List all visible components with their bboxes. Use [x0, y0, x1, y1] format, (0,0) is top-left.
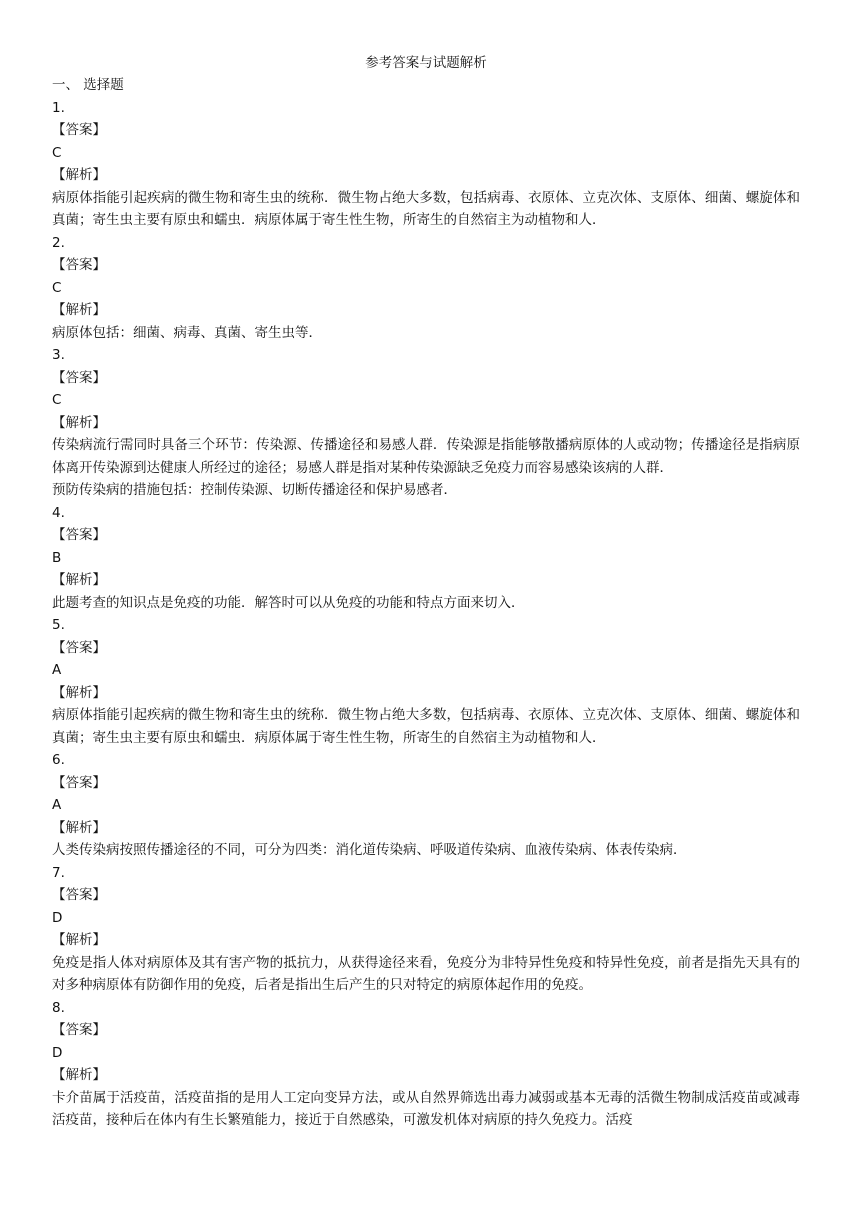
answer-label: 【答案】	[52, 887, 106, 903]
question-number: 3.	[52, 347, 65, 363]
analysis-label: 【解析】	[52, 302, 106, 318]
analysis-text: 病原体指能引起疾病的微生物和寄生虫的统称．微生物占绝大多数，包括病毒、衣原体、立克次体、支原体、细菌、螺旋体和真菌；寄生虫主要有原虫和蠕虫．病原体属于寄生性生物，所寄生的自然宿主为动植物和人．	[52, 189, 800, 228]
question-item	[52, 997, 800, 1132]
answer-value: A	[52, 662, 62, 678]
analysis-label: 【解析】	[52, 572, 106, 588]
answer-label: 【答案】	[52, 527, 106, 543]
question-number: 6.	[52, 752, 65, 768]
answer-value: B	[52, 549, 62, 566]
analysis-text: 免疫是指人体对病原体及其有害产物的抵抗力，从获得途径来看，免疫分为非特异性免疫和特异性免疫，前者是指先天具有的对多种病原体有防御作用的免疫，后者是指出生后产生的只对特定的病原体起作用的免疫。	[52, 954, 800, 993]
analysis-label: 【解析】	[52, 932, 106, 948]
section-heading: 一、 选择题	[52, 77, 124, 93]
answer-label: 【答案】	[52, 774, 106, 791]
analysis-text: 此题考查的知识点是免疫的功能．解答时可以从免疫的功能和特点方面来切入．	[52, 594, 525, 611]
answer-value: C	[52, 392, 62, 408]
question-item	[52, 344, 800, 502]
answer-value: D	[52, 1044, 63, 1061]
question-number: 8.	[52, 999, 65, 1016]
question-item	[52, 614, 800, 749]
answer-label: 【答案】	[52, 369, 106, 386]
answer-value: D	[52, 909, 63, 926]
answer-value: A	[52, 797, 62, 813]
question-number: 1.	[52, 99, 65, 116]
question-item	[52, 97, 800, 232]
question-list	[52, 97, 800, 1132]
answer-label: 【答案】	[52, 257, 106, 273]
analysis-text: 传染病流行需同时具备三个环节：传染源、传播途径和易感人群．传染源是指能够散播病原体的人或动物；传播途径是指病原体离开传染源到达健康人所经过的途径；易感人群是指对某种传染源缺乏免疫力而容易感染该病的人群．	[52, 437, 800, 476]
question-item	[52, 749, 800, 862]
answer-label: 【答案】	[52, 639, 106, 656]
analysis-text: 人类传染病按照传播途径的不同，可分为四类：消化道传染病、呼吸道传染病、血液传染病、体表传染病．	[52, 842, 687, 858]
analysis-text: 卡介苗属于活疫苗，活疫苗指的是用人工定向变异方法，或从自然界筛选出毒力减弱或基本无毒的活微生物制成活疫苗或减毒活疫苗，接种后在体内有生长繁殖能力，接近于自然感染，可激发机体对病原的持久免疫力。活疫	[52, 1089, 800, 1128]
answer-label: 【答案】	[52, 122, 106, 138]
answer-value: C	[52, 279, 62, 296]
answer-label: 【答案】	[52, 1022, 106, 1038]
analysis-label: 【解析】	[52, 819, 106, 836]
question-number: 5.	[52, 617, 65, 633]
question-item	[52, 862, 800, 997]
question-number: 4.	[52, 504, 65, 521]
document-page	[52, 52, 800, 1132]
analysis-text: 病原体包括：细菌、病毒、真菌、寄生虫等．	[52, 324, 322, 341]
analysis-label: 【解析】	[52, 167, 106, 183]
analysis-label: 【解析】	[52, 684, 106, 701]
answer-value: C	[52, 144, 62, 161]
analysis-text: 预防传染病的措施包括：控制传染源、切断传播途径和保护易感者．	[52, 482, 457, 498]
analysis-label: 【解析】	[52, 414, 106, 431]
question-item	[52, 232, 800, 345]
page-title: 参考答案与试题解析	[365, 55, 487, 71]
question-item	[52, 502, 800, 615]
analysis-text: 病原体指能引起疾病的微生物和寄生虫的统称．微生物占绝大多数，包括病毒、衣原体、立克次体、支原体、细菌、螺旋体和真菌；寄生虫主要有原虫和蠕虫．病原体属于寄生性生物，所寄生的自然宿主为动植物和人．	[52, 707, 800, 746]
analysis-label: 【解析】	[52, 1067, 106, 1083]
question-number: 7.	[52, 864, 65, 881]
question-number: 2.	[52, 234, 65, 251]
